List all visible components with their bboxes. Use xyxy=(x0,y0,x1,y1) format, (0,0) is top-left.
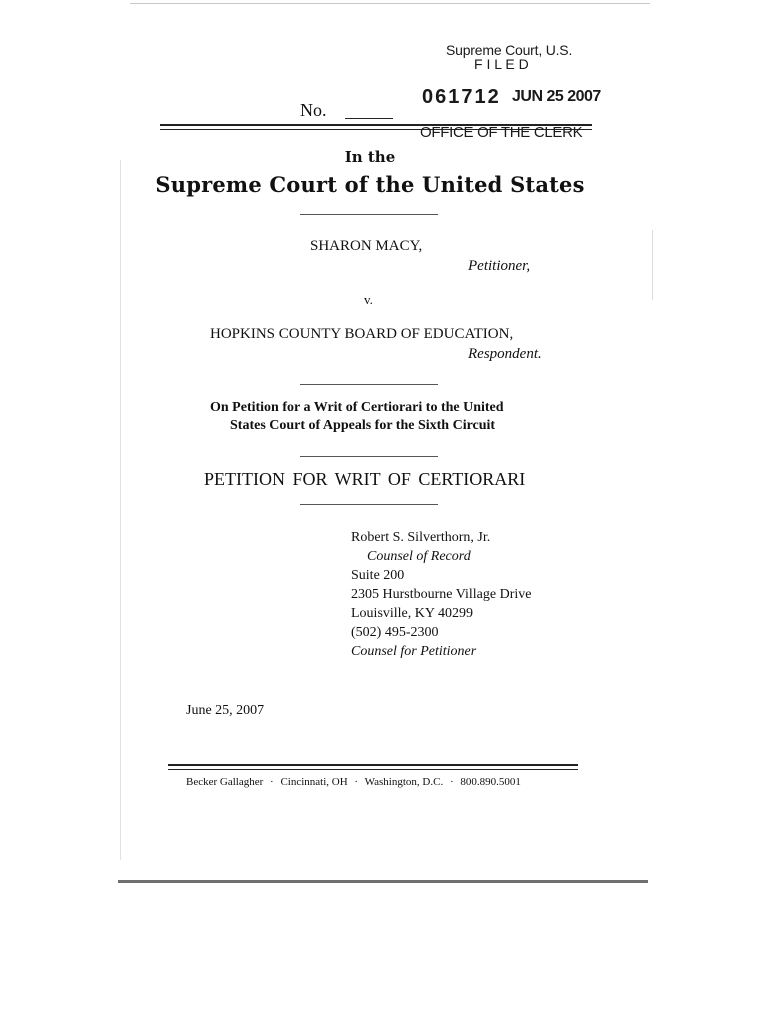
counsel-suite: Suite 200 xyxy=(351,568,405,583)
docket-number-blank xyxy=(345,118,393,119)
printer-separator-2: · xyxy=(354,776,359,788)
counsel-street: 2305 Hurstbourne Village Drive xyxy=(351,587,532,602)
divider-3 xyxy=(300,456,438,457)
scan-edge-right xyxy=(652,230,653,300)
petition-on-line1: On Petition for a Writ of Certiorari to the United xyxy=(210,400,504,415)
printer-separator-3: · xyxy=(449,776,454,788)
footer-rule-bottom xyxy=(168,769,578,770)
filing-date: June 25, 2007 xyxy=(186,703,265,718)
heading-in-the: In the xyxy=(344,148,396,166)
counsel-name: Robert S. Silverthorn, Jr. xyxy=(351,530,491,545)
docket-number-label: No. xyxy=(300,100,327,120)
printer-line xyxy=(186,776,521,788)
respondent-name: HOPKINS COUNTY BOARD OF EDUCATION, xyxy=(210,326,514,342)
footer-rule-top xyxy=(168,764,578,766)
stamp-filed: F I L E D xyxy=(474,56,529,72)
scan-edge-left xyxy=(120,160,121,860)
heading-court: Supreme Court of the United States xyxy=(155,172,585,197)
counsel-for: Counsel for Petitioner xyxy=(351,644,477,659)
stamp-date: JUN 25 2007 xyxy=(512,88,601,105)
printer-phone: 800.890.5001 xyxy=(460,776,521,788)
divider-4 xyxy=(300,504,438,505)
divider-1 xyxy=(300,214,438,215)
stamp-number: 061712 xyxy=(422,86,501,108)
scan-edge-top xyxy=(130,3,650,4)
scan-edge-bottom xyxy=(118,880,648,883)
petitioner-role: Petitioner, xyxy=(468,258,531,274)
printer-separator-1: · xyxy=(270,776,274,788)
printer-city-2: Washington, D.C. xyxy=(364,776,444,788)
stamp-office: OFFICE OF THE CLERK xyxy=(420,124,583,141)
stamp-court: Supreme Court, U.S. xyxy=(446,42,573,58)
printer-name: Becker Gallagher xyxy=(186,776,264,788)
petition-on-line2: States Court of Appeals for the Sixth Circuit xyxy=(230,418,496,433)
counsel-city: Louisville, KY 40299 xyxy=(351,606,473,621)
petitioner-name: SHARON MACY, xyxy=(310,238,423,254)
versus: v. xyxy=(364,292,373,307)
counsel-phone: (502) 495-2300 xyxy=(351,625,439,640)
counsel-role: Counsel of Record xyxy=(367,549,471,564)
respondent-role: Respondent. xyxy=(468,346,542,362)
divider-2 xyxy=(300,384,438,385)
printer-city-1: Cincinnati, OH xyxy=(280,776,348,788)
document-title: PETITION FOR WRIT OF CERTIORARI xyxy=(204,469,526,489)
